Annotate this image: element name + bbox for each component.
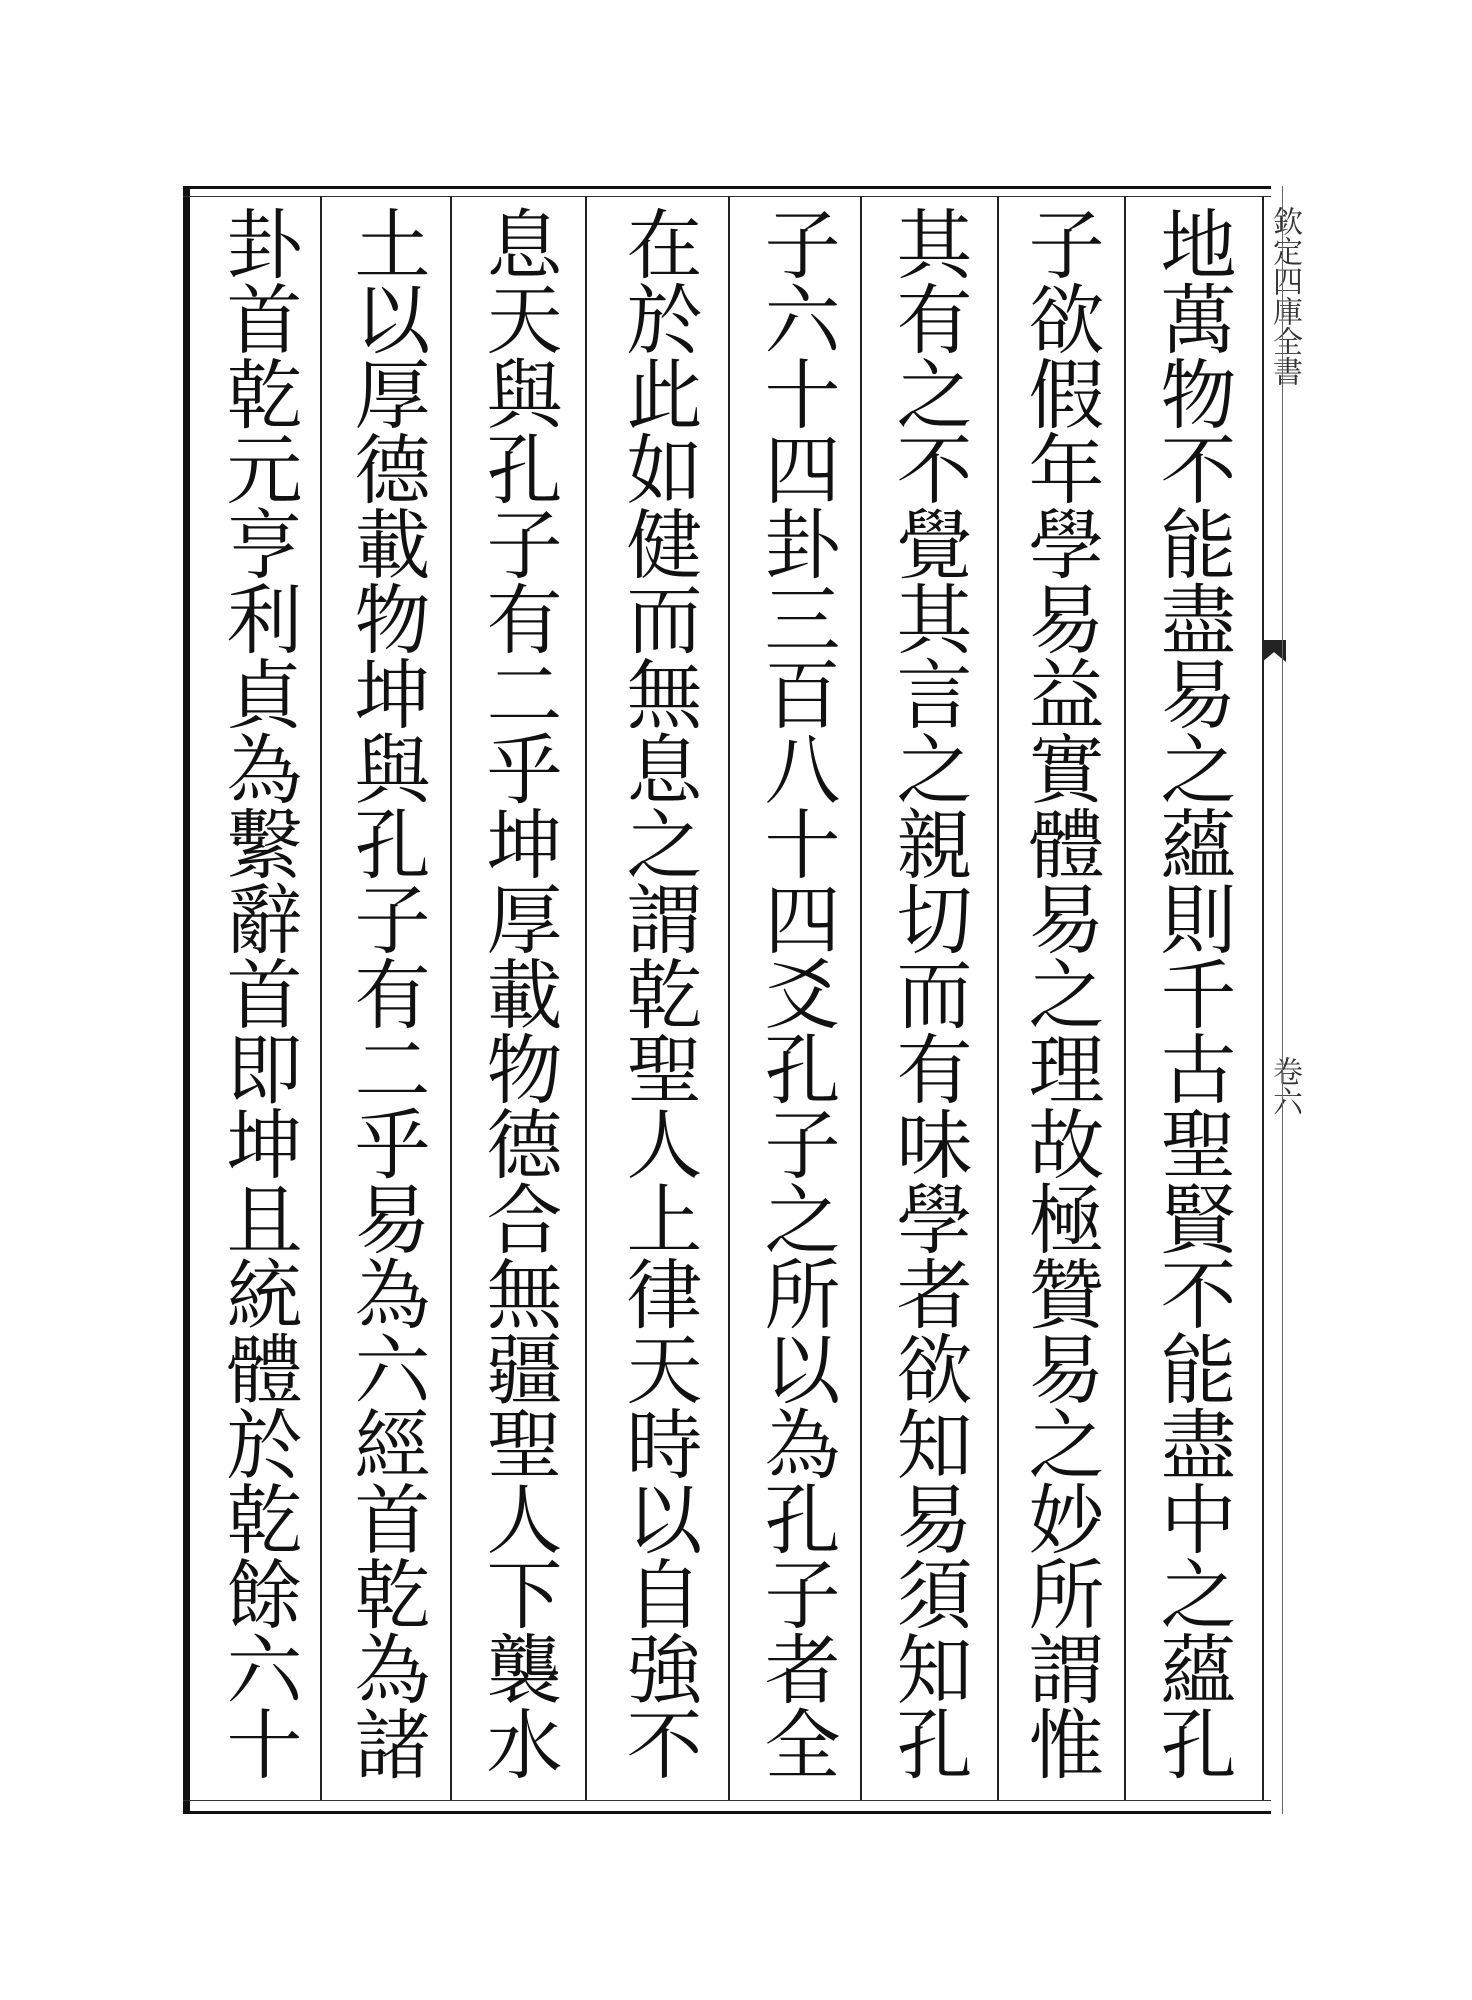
text-column-6: [463, 205, 573, 1790]
top-inner-rule: [183, 196, 1271, 197]
column-text: 地萬物不能盡易之蘊則千古聖賢不能盡中之蘊孔: [1148, 205, 1237, 1780]
column-divider: [320, 196, 322, 1800]
column-divider: [585, 196, 587, 1800]
column-text: 卦首乾元亨利貞為繫辭首即坤且統體於乾餘六十: [214, 205, 303, 1780]
column-text: 子欲假年學易益實體易之理故極贊易之妙所謂惟: [1016, 205, 1105, 1780]
column-text: 息天與孔子有二乎坤厚載物德合無疆聖人下襲水: [474, 205, 563, 1780]
page-edge: [1282, 186, 1283, 1814]
text-column-2: [1005, 205, 1115, 1790]
text-column-4: [741, 205, 851, 1790]
column-divider: [997, 196, 999, 1800]
column-divider: [1124, 196, 1126, 1800]
column-divider: [450, 196, 452, 1800]
margin-title: 欽定四庫全書: [1267, 206, 1302, 386]
column-text: 在於此如健而無息之謂乾聖人上律天時以自強不: [614, 205, 703, 1780]
text-column-1: [1137, 205, 1247, 1790]
text-column-7: [331, 205, 441, 1790]
text-column-3: [873, 205, 983, 1790]
bottom-inner-rule: [183, 1800, 1271, 1801]
column-divider: [728, 196, 730, 1800]
text-column-8: [203, 205, 313, 1790]
text-column-5: [603, 205, 713, 1790]
column-text: 其有之不覺其言之親切而有味學者欲知易須知孔: [884, 205, 973, 1780]
column-divider: [860, 196, 862, 1800]
center-margin: [1262, 196, 1302, 1800]
margin-juan: 卷六: [1267, 1056, 1302, 1116]
column-text: 土以厚德載物坤與孔子有二乎易為六經首乾為諸: [342, 205, 431, 1780]
column-text: 子六十四卦三百八十四爻孔子之所以為孔子者全: [752, 205, 841, 1780]
